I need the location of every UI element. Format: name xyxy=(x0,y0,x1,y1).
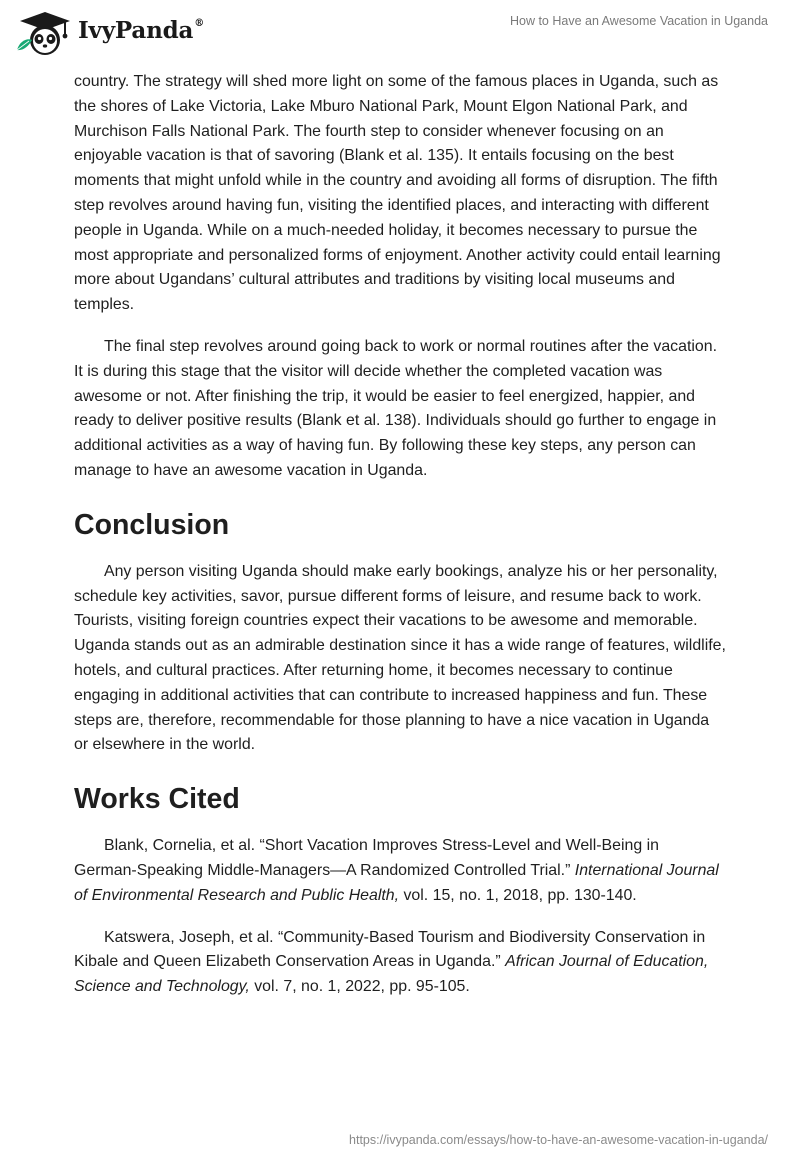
page-header xyxy=(0,0,800,66)
body-paragraph: The final step revolves around going back to work or normal routines after the vacation. It is during this stage that the visitor will decide whether the completed vacation was awesome or not. After finishing the trip, it would be easier to feel energized, happier, and ready to deliver positive results (Blank et al. 138). Individuals should go further to engage in additional activities as a way of having fun. By following these key steps, any person can manage to have an awesome vacation in Uganda. xyxy=(74,337,717,479)
citation-journal: African Journal of Education, Science and Technology, xyxy=(74,953,709,996)
conclusion-heading: Conclusion xyxy=(74,508,230,541)
citation-journal: International Journal of Environmental Research and Public Health, xyxy=(74,861,719,904)
essay-content xyxy=(74,70,726,1000)
citation-entry: Blank, Cornelia, et al. “Short Vacation Improves Stress-Level and Well-Being in German-Speaking Middle-Managers—A Randomized Controlled Trial.” International Journal of Environmental Research and Public Health, vol. 15, no. 1, 2018, pp. 130-140. xyxy=(74,837,719,904)
citation-entry: Katswera, Joseph, et al. “Community-Based Tourism and Biodiversity Conservation in Kibale and Queen Elizabeth Conservation Areas in Uganda.” African Journal of Education, Science and Technology, vol. 7, no. 1, 2022, pp. 95-105. xyxy=(74,928,709,996)
conclusion-paragraph: Any person visiting Uganda should make early bookings, analyze his or her personality, schedule key activities, savor, pursue different forms of leisure, and resume back to work. Tourists, visiting foreign countries expect their vacations to be awesome and memorable. Uganda stands out as an admirable destination since it has a wide range of features, wildlife, hotels, and cultural practices. After returning home, it becomes necessary to continue engaging in additional activities that can contribute to increased happiness and fun. These steps are, therefore, recommendable for those planning to have a nice vacation in Uganda or elsewhere in the world. xyxy=(74,562,726,754)
ivypanda-logo-icon[interactable] xyxy=(14,10,76,56)
brand-name[interactable]: IvyPanda® xyxy=(78,17,204,44)
document-title: How to Have an Awesome Vacation in Uganda xyxy=(509,14,768,28)
works-cited-heading: Works Cited xyxy=(74,783,240,816)
body-paragraph: country. The strategy will shed more light on some of the famous places in Uganda, such as the shores of Lake Victoria, Lake Mburo National Park, Mount Elgon National Park, and Murchison Falls National Park. The fourth step to consider whenever focusing on an enjoyable vacation is that of savoring (Blank et al. 135). It entails focusing on the best moments that might unfold while in the country and avoiding all forms of disruption. The fifth step revolves around having fun, visiting the identified places, and interacting with different people in Uganda. While on a much-needed holiday, it becomes necessary to pursue the most appropriate and personalized forms of enjoyment. Another activity could entail learning more about Ugandans’ cultural attributes and traditions by visiting local museums and temples. xyxy=(74,73,721,314)
source-url-link[interactable]: https://ivypanda.com/essays/how-to-have-an-awesome-vacation-in-uganda/ xyxy=(349,1133,768,1147)
